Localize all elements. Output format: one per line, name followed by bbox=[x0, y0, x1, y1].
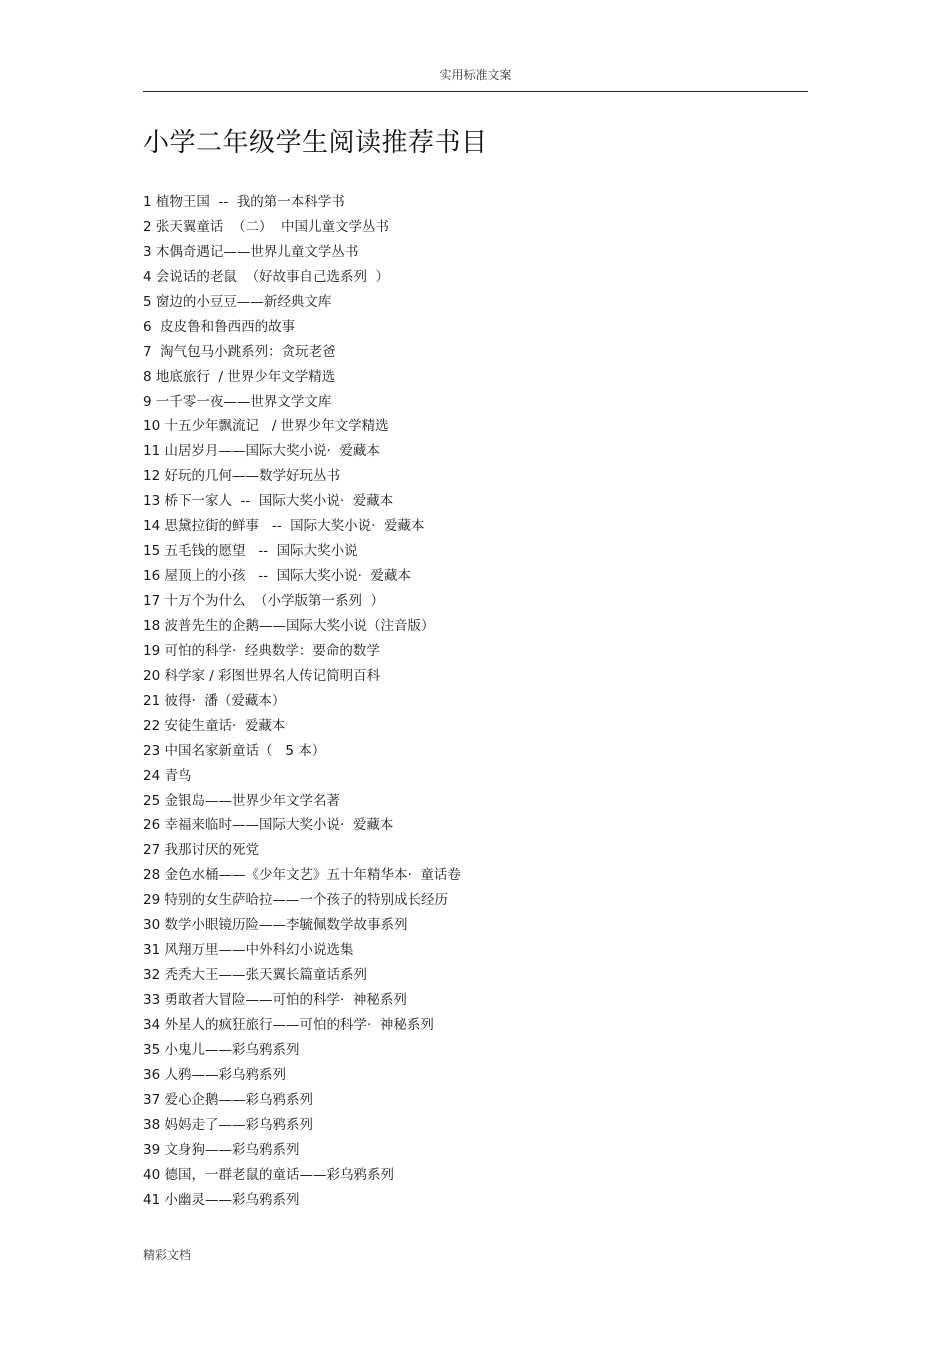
list-item: 2 张天翼童话 （二） 中国儿童文学丛书 bbox=[143, 218, 390, 235]
list-item: 32 秃秃大王——张天翼长篇童话系列 bbox=[143, 967, 367, 984]
page-footer: 精彩文档 bbox=[143, 1248, 192, 1262]
list-item: 20 科学家 / 彩图世界名人传记简明百科 bbox=[143, 667, 381, 684]
list-item: 23 中国名家新童话（ 5 本） bbox=[143, 742, 326, 759]
list-item: 14 思黛拉街的鲜事 -- 国际大奖小说· 爱藏本 bbox=[143, 518, 425, 535]
list-item: 11 山居岁月——国际大奖小说· 爱藏本 bbox=[143, 443, 380, 460]
list-item: 6 皮皮鲁和鲁西西的故事 bbox=[143, 318, 296, 335]
list-item: 1 植物王国 -- 我的第一本科学书 bbox=[143, 194, 345, 210]
list-item: 7 淘气包马小跳系列：贪玩老爸 bbox=[143, 343, 336, 360]
list-item: 24 青鸟 bbox=[143, 767, 192, 784]
list-item: 41 小幽灵——彩乌鸦系列 bbox=[143, 1191, 300, 1208]
list-item: 27 我那讨厌的死党 bbox=[143, 842, 259, 859]
page-header: 实用标准文案 bbox=[439, 68, 512, 82]
list-item: 4 会说话的老鼠 （好故事自己选系列 ） bbox=[143, 268, 390, 285]
list-item: 13 桥下一家人 -- 国际大奖小说· 爱藏本 bbox=[143, 493, 394, 510]
book-list bbox=[143, 190, 461, 1212]
list-item: 40 德国，一群老鼠的童话——彩乌鸦系列 bbox=[143, 1166, 394, 1183]
list-item: 29 特别的女生萨哈拉——一个孩子的特别成长经历 bbox=[143, 892, 448, 909]
list-item: 36 人鸦——彩乌鸦系列 bbox=[143, 1066, 286, 1083]
list-item: 35 小鬼儿——彩乌鸦系列 bbox=[143, 1041, 300, 1058]
list-item: 30 数学小眼镜历险——李毓佩数学故事系列 bbox=[143, 917, 408, 934]
header-rule bbox=[143, 91, 808, 92]
list-item: 28 金色水桶——《少年文艺》五十年精华本· 童话卷 bbox=[143, 867, 461, 884]
list-item: 5 窗边的小豆豆——新经典文库 bbox=[143, 293, 332, 310]
list-item: 17 十万个为什么 （小学版第一系列 ） bbox=[143, 593, 385, 609]
list-item: 22 安徒生童话· 爱藏本 bbox=[143, 717, 286, 734]
list-item: 21 彼得· 潘（爱藏本） bbox=[143, 692, 286, 709]
list-item: 34 外星人的疯狂旅行——可怕的科学· 神秘系列 bbox=[143, 1016, 434, 1033]
list-item: 37 爱心企鹅——彩乌鸦系列 bbox=[143, 1091, 313, 1108]
list-item: 38 妈妈走了——彩乌鸦系列 bbox=[143, 1116, 313, 1133]
list-item: 31 风翔万里——中外科幻小说选集 bbox=[143, 942, 354, 959]
list-item: 26 幸福来临时——国际大奖小说· 爱藏本 bbox=[143, 817, 394, 834]
list-item: 25 金银岛——世界少年文学名著 bbox=[143, 792, 340, 809]
list-item: 10 十五少年飘流记 / 世界少年文学精选 bbox=[143, 418, 389, 435]
list-item: 16 屋顶上的小孩 -- 国际大奖小说· 爱藏本 bbox=[143, 568, 412, 585]
list-item: 39 文身狗——彩乌鸦系列 bbox=[143, 1141, 300, 1158]
list-item: 18 波普先生的企鹅——国际大奖小说（注音版） bbox=[143, 617, 435, 634]
list-item: 15 五毛钱的愿望 -- 国际大奖小说 bbox=[143, 543, 358, 560]
list-item: 12 好玩的几何——数学好玩丛书 bbox=[143, 468, 340, 485]
list-item: 3 木偶奇遇记——世界儿童文学丛书 bbox=[143, 243, 359, 260]
list-item: 19 可怕的科学· 经典数学：要命的数学 bbox=[143, 642, 380, 659]
document-title: 小学二年级学生阅读推荐书目 bbox=[143, 128, 488, 158]
list-item: 8 地底旅行 / 世界少年文学精选 bbox=[143, 368, 336, 385]
list-item: 9 一千零一夜——世界文学文库 bbox=[143, 393, 332, 410]
list-item: 33 勇敢者大冒险——可怕的科学· 神秘系列 bbox=[143, 992, 407, 1008]
